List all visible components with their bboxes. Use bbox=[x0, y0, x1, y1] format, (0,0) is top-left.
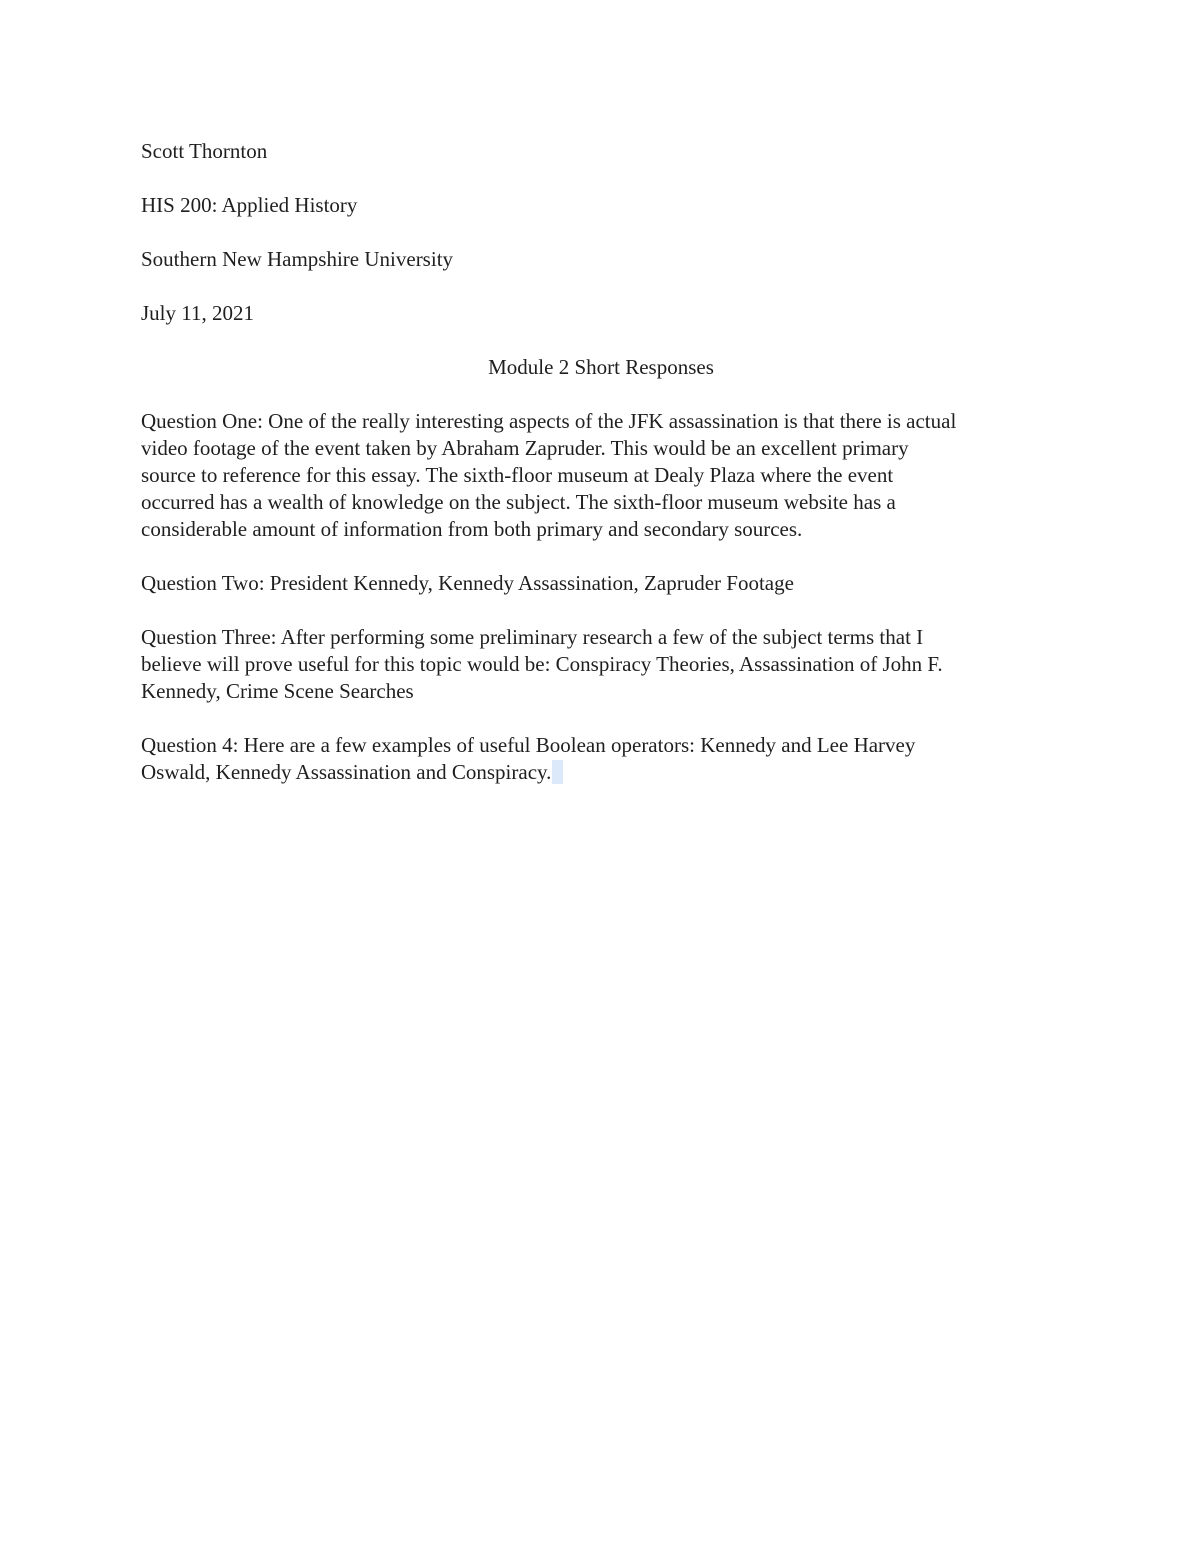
paragraph-line-last bbox=[141, 759, 1061, 786]
question-one-paragraph bbox=[141, 408, 1061, 543]
question-four-paragraph bbox=[141, 732, 1061, 786]
institution-name: Southern New Hampshire University bbox=[141, 247, 454, 271]
text-cursor-selection[interactable] bbox=[552, 760, 563, 784]
author-name: Scott Thornton bbox=[141, 139, 268, 163]
paragraph-line: Question Two: President Kennedy, Kennedy Assassination, Zapruder Footage bbox=[141, 571, 794, 595]
paragraph-line: Question One: One of the really interesting aspects of the JFK assassination is that there is actual bbox=[141, 409, 957, 433]
paragraph-line: Kennedy, Crime Scene Searches bbox=[141, 679, 414, 703]
question-three-paragraph bbox=[141, 624, 1061, 705]
paragraph-line: occurred has a wealth of knowledge on the subject. The sixth-floor museum website has a bbox=[141, 490, 896, 514]
paragraph-line: source to reference for this essay. The sixth-floor museum at Dealy Plaza where the event bbox=[141, 463, 894, 487]
question-two-paragraph bbox=[141, 570, 1061, 597]
paragraph-line: video footage of the event taken by Abraham Zapruder. This would be an excellent primary bbox=[141, 436, 909, 460]
document-body[interactable] bbox=[141, 138, 1061, 813]
course-name: HIS 200: Applied History bbox=[141, 193, 358, 217]
paragraph-line: considerable amount of information from both primary and secondary sources. bbox=[141, 517, 803, 541]
document-date: July 11, 2021 bbox=[141, 301, 254, 325]
paragraph-line: Question Three: After performing some preliminary research a few of the subject terms that I bbox=[141, 625, 924, 649]
document-title: Module 2 Short Responses bbox=[488, 355, 714, 379]
paragraph-line: Question 4: Here are a few examples of useful Boolean operators: Kennedy and Lee Harvey bbox=[141, 733, 916, 757]
paragraph-line: believe will prove useful for this topic would be: Conspiracy Theories, Assassination of John F. bbox=[141, 652, 943, 676]
paragraph-line-text: Oswald, Kennedy Assassination and Conspiracy. bbox=[141, 760, 552, 784]
